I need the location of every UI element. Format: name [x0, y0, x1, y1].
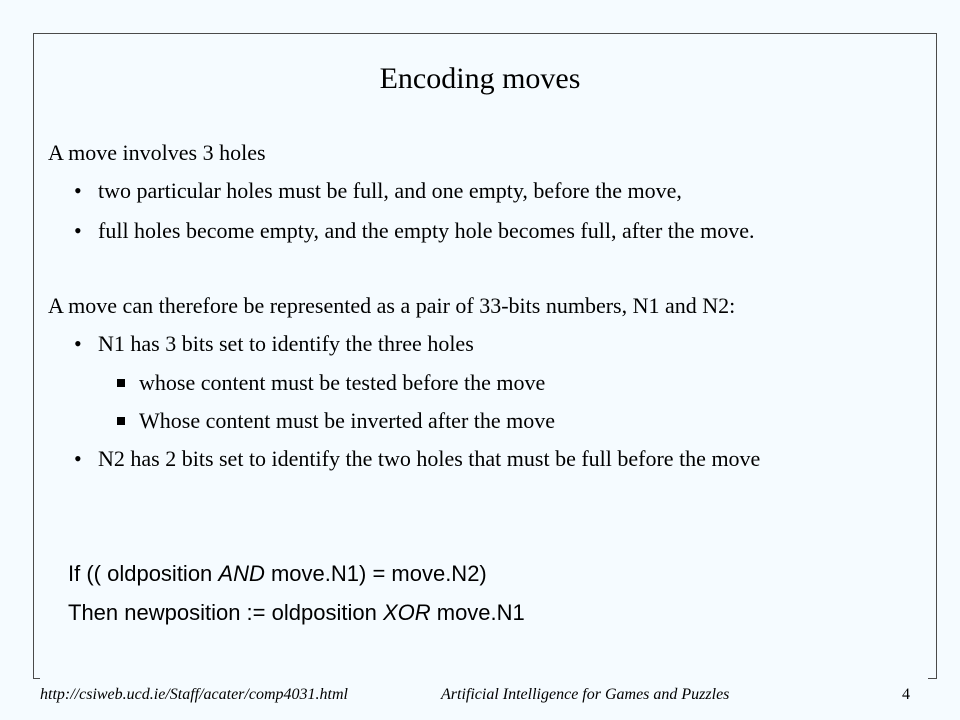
square-bullet-icon [117, 417, 125, 425]
bullet-text: full holes become empty, and the empty hole becomes full, after the move. [98, 218, 755, 243]
code-text: Then newposition := oldposition [68, 600, 383, 625]
square-bullet-icon [117, 379, 125, 387]
bullet-item [74, 178, 682, 204]
code-line-1 [68, 561, 487, 587]
page-number: 4 [902, 686, 910, 703]
bullet-text: N1 has 3 bits set to identify the three holes [98, 331, 474, 356]
sub-bullet-item [117, 370, 545, 396]
code-operator: AND [218, 561, 265, 586]
footer-url: http://csiweb.ucd.ie/Staff/acater/comp4031.html [40, 686, 348, 703]
sub-bullet-text: whose content must be tested before the move [139, 370, 546, 395]
intro-line-2: A move can therefore be represented as a pair of 33-bits numbers, N1 and N2: [48, 293, 736, 318]
frame-corner-right [928, 678, 936, 679]
bullet-dot: • [74, 218, 82, 243]
code-operator: XOR [382, 600, 431, 625]
bullet-dot: • [74, 331, 82, 356]
sub-bullet-text: Whose content must be inverted after the move [139, 408, 556, 433]
code-text: move.N1) = move.N2) [264, 561, 487, 586]
bullet-text: two particular holes must be full, and one empty, before the move, [98, 178, 682, 203]
slide-title: Encoding moves [379, 62, 581, 95]
intro-line-1: A move involves 3 holes [48, 140, 266, 165]
sub-bullet-item [117, 408, 555, 434]
bullet-item [74, 446, 760, 472]
code-line-2 [68, 600, 525, 626]
frame-corner-left [33, 678, 40, 679]
code-text: If (( oldposition [68, 561, 219, 586]
bullet-dot: • [74, 178, 82, 203]
bullet-dot: • [74, 446, 82, 471]
bullet-text: N2 has 2 bits set to identify the two holes that must be full before the move [98, 446, 761, 471]
footer-course-title: Artificial Intelligence for Games and Puzzles [441, 686, 730, 703]
bullet-item [74, 218, 755, 244]
code-text: move.N1 [430, 600, 525, 625]
bullet-item [74, 331, 474, 357]
